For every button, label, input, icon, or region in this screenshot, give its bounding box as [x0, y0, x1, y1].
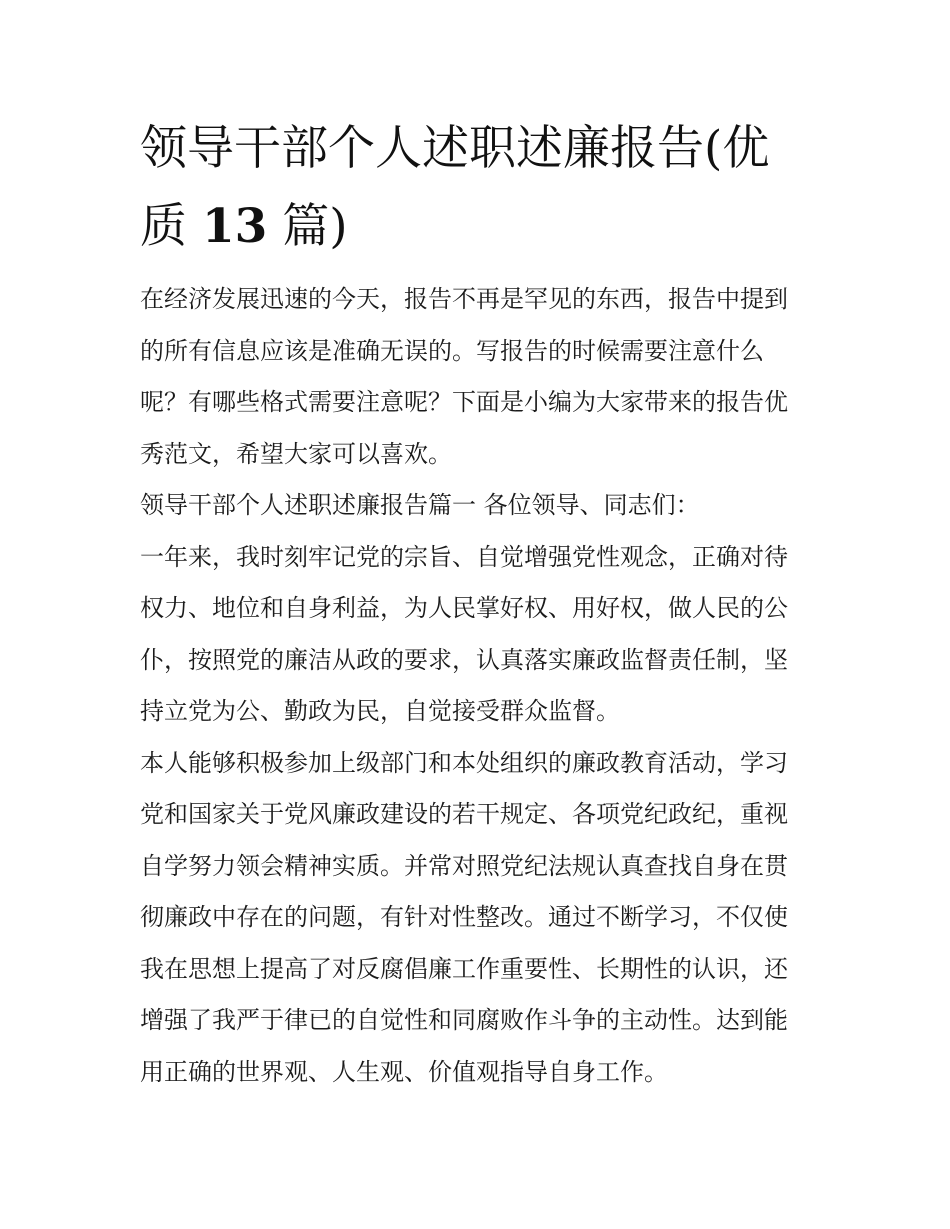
text-line: 的所有信息应该是准确无误的。写报告的时候需要注意什么	[140, 336, 764, 365]
text-line: 一年来，我时刻牢记党的宗旨、自觉增强党性观念，正确对待	[140, 542, 788, 571]
document-body	[140, 274, 830, 1098]
title-line-2	[140, 188, 820, 266]
text-line: 秀范文，希望大家可以喜欢。	[140, 439, 452, 468]
text-line: 我在思想上提高了对反腐倡廉工作重要性、长期性的认识，还	[140, 954, 788, 983]
text-line: 权力、地位和自身利益，为人民掌好权、用好权，做人民的公	[140, 594, 788, 622]
title-line-2-prefix: 质	[140, 199, 202, 254]
title-line-2-suffix: 篇)	[267, 199, 348, 254]
paragraph-section-heading	[140, 480, 830, 532]
text-line: 增强了我严于律已的自觉性和同腐败作斗争的主动性。达到能	[140, 1006, 788, 1034]
paragraph-body-2	[140, 738, 830, 1099]
paragraph-body-1	[140, 532, 830, 738]
text-line: 持立党为公、勤政为民，自觉接受群众监督。	[140, 697, 620, 725]
text-line: 彻廉政中存在的问题，有针对性整改。通过不断学习，不仅使	[140, 903, 788, 931]
text-line: 仆，按照党的廉洁从政的要求，认真落实廉政监督责任制，坚	[140, 645, 788, 674]
text-line: 领导干部个人述职述廉报告篇一 各位领导、同志们：	[140, 491, 700, 519]
title-line-1: 领导干部个人述职述廉报告(优	[140, 121, 770, 176]
document-title	[140, 110, 820, 266]
text-line: 呢？有哪些格式需要注意呢？下面是小编为大家带来的报告优	[140, 388, 788, 416]
paragraph-intro	[140, 274, 830, 480]
text-line: 党和国家关于党风廉政建设的若干规定、各项党纪政纪，重视	[140, 800, 788, 828]
text-line: 在经济发展迅速的今天，报告不再是罕见的东西，报告中提到	[140, 285, 788, 313]
text-line: 用正确的世界观、人生观、价值观指导自身工作。	[140, 1057, 668, 1086]
text-line: 本人能够积极参加上级部门和本处组织的廉政教育活动，学习	[140, 748, 788, 777]
title-count: 13	[201, 199, 268, 254]
text-line: 自学努力领会精神实质。并常对照党纪法规认真查找自身在贯	[140, 851, 788, 880]
